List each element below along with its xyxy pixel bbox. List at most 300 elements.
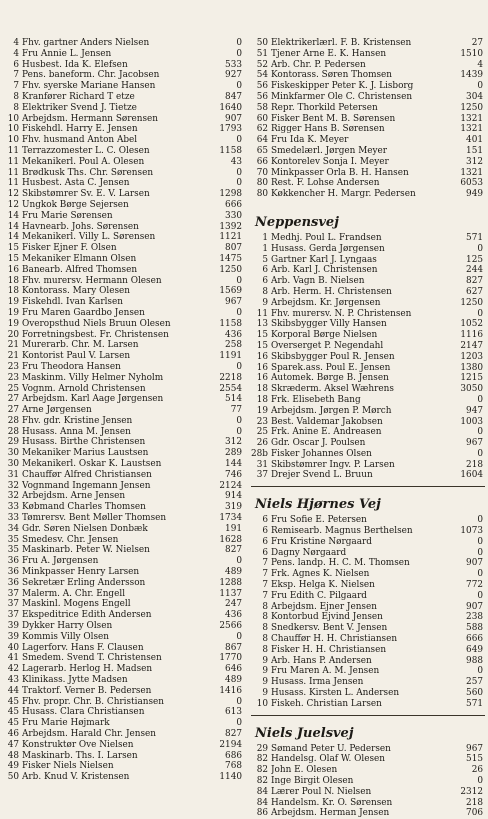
tax-amount: 0 — [236, 556, 242, 567]
house-number: 20 — [7, 329, 19, 340]
resident-name: Tømrersv. Bent Møller Thomsen — [22, 513, 167, 524]
directory-entry — [2, 416, 244, 427]
directory-entry — [251, 688, 485, 699]
resident-name: Smedelærl. Jørgen Meyer — [271, 145, 388, 156]
tax-amount: 191 — [225, 523, 242, 534]
tax-amount: 1793 — [219, 124, 242, 135]
tax-amount: 907 — [225, 113, 242, 124]
directory-entry — [251, 341, 485, 352]
directory-entry — [2, 60, 244, 71]
directory-entry — [2, 632, 244, 643]
directory-entry — [2, 589, 244, 600]
resident-name: Maskinarb. Peter W. Nielsen — [22, 545, 150, 556]
resident-name: Maskinarb. Ths. I. Larsen — [22, 750, 138, 761]
tax-amount: 77 — [230, 405, 242, 416]
resident-name: Medhj. Poul L. Frandsen — [271, 232, 382, 243]
tax-amount: 0 — [477, 515, 483, 526]
resident-name: Maskinm. Villy Helmer Nyholm — [22, 372, 164, 383]
house-number: 18 — [7, 286, 19, 297]
tax-amount: 1215 — [460, 373, 483, 384]
directory-entry — [2, 319, 244, 330]
directory-entry — [251, 124, 485, 135]
tax-amount: 0 — [477, 448, 483, 459]
resident-name: Arb. Hans P. Andersen — [271, 655, 372, 666]
directory-entry — [2, 243, 244, 254]
directory-entry — [251, 417, 485, 428]
directory-entry — [2, 751, 244, 762]
directory-entry — [2, 427, 244, 438]
resident-name: Murerarb. Chr. M. Larsen — [22, 340, 139, 351]
resident-name: Husbest. Ida K. Elefsen — [22, 59, 128, 70]
directory-entry — [2, 707, 244, 718]
resident-name: Husass. Irma Jensen — [271, 677, 364, 688]
resident-name: Skibstømrer Ingv. P. Larsen — [271, 459, 395, 470]
house-number: 11 — [7, 178, 19, 189]
resident-name: Eksp. Helga K. Nielsen — [271, 580, 375, 591]
directory-entry — [251, 645, 485, 656]
resident-name: Lagerarb. Herlog H. Madsen — [22, 664, 153, 675]
tax-amount: 1734 — [219, 513, 242, 524]
directory-entry — [2, 308, 244, 319]
house-number: 6 — [262, 276, 268, 287]
house-number: 18 — [256, 384, 268, 395]
directory-entry — [2, 81, 244, 92]
tax-amount: 515 — [466, 754, 483, 765]
resident-name: Arb. Knud V. Kristensen — [22, 772, 130, 783]
directory-entry — [251, 49, 485, 60]
tax-amount: 0 — [477, 666, 483, 677]
house-number: 80 — [256, 178, 268, 189]
tax-amount: 1321 — [460, 113, 483, 124]
resident-name: Overopsthud Niels Bruun Olesen — [22, 318, 171, 329]
resident-name: Terrazzomester L. C. Olesen — [22, 145, 150, 156]
house-number: 11 — [7, 167, 19, 178]
resident-name: Husass. Clara Christiansen — [22, 707, 145, 718]
tax-amount: 330 — [225, 210, 242, 221]
tax-amount: 2566 — [219, 621, 242, 632]
directory-entry — [2, 556, 244, 567]
house-number: 60 — [256, 113, 268, 124]
directory-entry — [2, 362, 244, 373]
directory-entry — [2, 38, 244, 49]
house-number: 8 — [13, 102, 19, 113]
directory-entry — [251, 384, 485, 395]
directory-entry — [2, 232, 244, 243]
directory-entry — [251, 244, 485, 255]
directory-entry — [2, 276, 244, 287]
house-number: 56 — [256, 81, 268, 92]
house-number: 45 — [7, 696, 19, 707]
house-number: 49 — [7, 761, 19, 772]
house-number: 37 — [7, 588, 19, 599]
house-number: 82 — [256, 776, 268, 787]
resident-name: Fru A. Jørgensen — [22, 556, 99, 567]
resident-name: Arbejdsm. Herman Jensen — [271, 808, 390, 819]
directory-entry — [2, 157, 244, 168]
resident-name: Remisearb. Magnus Berthelsen — [271, 526, 413, 537]
tax-amount: 1298 — [219, 189, 242, 200]
resident-name: Arb. Karl J. Christensen — [271, 265, 378, 276]
house-number: 18 — [256, 394, 268, 405]
right-top-list — [251, 38, 485, 200]
tax-amount: 1137 — [219, 588, 242, 599]
house-number: 9 — [262, 655, 268, 666]
resident-name: Arbejdsm. Karl Aage Jørgensen — [22, 394, 164, 405]
resident-name: Arne Jørgensen — [22, 405, 92, 416]
resident-name: Repr. Thorkild Petersen — [271, 102, 378, 113]
directory-entry — [251, 135, 485, 146]
house-number: 70 — [256, 167, 268, 178]
directory-entry — [2, 643, 244, 654]
resident-name: Dagny Nørgaard — [271, 547, 347, 558]
house-number: 7 — [262, 580, 268, 591]
directory-entry — [251, 666, 485, 677]
tax-amount: 1140 — [219, 772, 242, 783]
house-number: 8 — [262, 634, 268, 645]
house-number: 8 — [262, 612, 268, 623]
directory-entry — [2, 222, 244, 233]
tax-amount: 666 — [466, 634, 483, 645]
house-number: 46 — [7, 729, 19, 739]
directory-entry — [251, 460, 485, 471]
directory-entry — [251, 449, 485, 460]
house-number: 4 — [13, 38, 19, 48]
directory-entry — [251, 233, 485, 244]
house-number: 7 — [13, 70, 19, 81]
tax-amount: 807 — [225, 243, 242, 254]
directory-entry — [2, 664, 244, 675]
tax-amount: 1416 — [219, 685, 242, 696]
house-number: 1 — [262, 232, 268, 243]
house-number: 44 — [7, 685, 19, 696]
directory-entry — [251, 515, 485, 526]
resident-name: Elektrikerlærl. F. B. Kristensen — [271, 38, 412, 48]
resident-name: Fisker Johannes Olsen — [271, 448, 372, 459]
resident-name: Arb. Chr. P. Pedersen — [271, 59, 366, 70]
house-number: 21 — [7, 351, 19, 362]
directory-entry — [251, 406, 485, 417]
house-number: 31 — [7, 469, 19, 480]
house-number: 10 — [7, 113, 19, 124]
house-number: 7 — [262, 590, 268, 601]
resident-name: Frk. Anine E. Andreasen — [271, 427, 382, 438]
directory-entry — [251, 612, 485, 623]
house-number: 80 — [256, 189, 268, 200]
tax-amount: 746 — [225, 469, 242, 480]
directory-entry — [2, 502, 244, 513]
house-number: 13 — [256, 319, 268, 330]
tax-amount: 649 — [466, 644, 483, 655]
house-number: 84 — [256, 797, 268, 808]
tax-amount: 1250 — [219, 264, 242, 275]
resident-name: Vognmand Ingemann Jensen — [22, 480, 151, 491]
directory-entry — [2, 686, 244, 697]
tax-amount: 3050 — [460, 384, 483, 395]
house-number: 10 — [7, 135, 19, 146]
tax-amount: 613 — [225, 707, 242, 718]
resident-name: Husass. Kirsten L. Andersen — [271, 688, 400, 699]
directory-entry — [2, 135, 244, 146]
house-number: 10 — [7, 124, 19, 135]
tax-amount: 666 — [225, 199, 242, 210]
resident-name: Arbejdsm. Jørgen P. Mørch — [271, 405, 392, 416]
tax-amount: 1321 — [460, 124, 483, 135]
directory-entry — [251, 677, 485, 688]
tax-amount: 0 — [236, 48, 242, 59]
resident-name: Fru Maren Gaardbo Jensen — [22, 307, 145, 318]
tax-amount: 1250 — [460, 102, 483, 113]
directory-entry — [2, 178, 244, 189]
resident-name: Konstruktør Ove Nielsen — [22, 739, 134, 750]
house-number: 36 — [7, 567, 19, 578]
directory-entry — [251, 699, 485, 710]
tax-amount: 258 — [225, 340, 242, 351]
resident-name: Rigger Hans B. Sørensen — [271, 124, 385, 135]
niels-hjornes-vej-list — [251, 515, 485, 709]
directory-entry — [251, 427, 485, 438]
resident-name: Skibsbygger Poul R. Jensen — [271, 351, 395, 362]
tax-amount: 914 — [225, 491, 242, 502]
house-number: 62 — [256, 124, 268, 135]
house-number: 37 — [256, 470, 268, 481]
directory-entry — [2, 394, 244, 405]
directory-entry — [251, 438, 485, 449]
directory-entry — [251, 114, 485, 125]
resident-name: Fru Marie Højmark — [22, 718, 110, 729]
directory-entry — [2, 384, 244, 395]
tax-amount: 988 — [466, 655, 483, 666]
directory-entry — [251, 470, 485, 481]
tax-amount: 706 — [466, 808, 483, 819]
tax-amount: 144 — [225, 459, 242, 470]
house-number: 50 — [7, 772, 19, 783]
house-number: 64 — [256, 135, 268, 146]
directory-entry — [251, 526, 485, 537]
tax-amount: 0 — [236, 275, 242, 286]
house-number: 25 — [7, 383, 19, 394]
house-number: 40 — [7, 642, 19, 653]
directory-entry — [2, 189, 244, 200]
tax-amount: 1604 — [460, 470, 483, 481]
house-number: 34 — [7, 523, 19, 534]
directory-entry — [251, 146, 485, 157]
house-number: 16 — [7, 264, 19, 275]
tax-amount: 0 — [236, 415, 242, 426]
directory-entry — [251, 634, 485, 645]
house-number: 11 — [7, 156, 19, 167]
resident-name: Husbest. Asta C. Jensen — [22, 178, 130, 189]
house-number: 16 — [256, 362, 268, 373]
street-heading-neppensvej: Neppensvej — [255, 214, 339, 230]
resident-name: Drejer Svend L. Bruun — [271, 470, 373, 481]
house-number: 5 — [262, 254, 268, 265]
tax-amount: 533 — [225, 59, 242, 70]
house-number: 10 — [256, 698, 268, 709]
resident-name: Fhv. murersv. N. P. Christensen — [271, 308, 412, 319]
resident-name: Fhv. propr. Chr. B. Christiansen — [22, 696, 164, 707]
directory-entry — [251, 798, 485, 809]
tax-amount: 867 — [225, 642, 242, 653]
tax-amount: 304 — [466, 91, 483, 102]
house-number: 25 — [256, 427, 268, 438]
tax-amount: 947 — [466, 405, 483, 416]
resident-name: Husass. Gerda Jørgensen — [271, 243, 385, 254]
house-number: 8 — [262, 623, 268, 634]
house-number: 41 — [7, 653, 19, 664]
tax-amount: 2147 — [460, 340, 483, 351]
resident-name: Arbejdsm. Kr. Jørgensen — [271, 297, 381, 308]
house-number: 8 — [262, 644, 268, 655]
directory-entry — [251, 298, 485, 309]
directory-entry — [2, 772, 244, 783]
tax-amount: 571 — [466, 698, 483, 709]
house-number: 15 — [256, 330, 268, 341]
tax-amount: 0 — [477, 81, 483, 92]
tax-amount: 1073 — [460, 526, 483, 537]
tax-amount: 1052 — [460, 319, 483, 330]
directory-entry — [2, 373, 244, 384]
house-number: 23 — [256, 416, 268, 427]
tax-amount: 1288 — [219, 577, 242, 588]
tax-amount: 560 — [466, 688, 483, 699]
house-number: 15 — [7, 243, 19, 254]
house-number: 28b — [251, 448, 268, 459]
tax-amount: 0 — [477, 569, 483, 580]
directory-entry — [2, 567, 244, 578]
house-number: 14 — [7, 232, 19, 243]
house-number: 12 — [7, 189, 19, 200]
tax-amount: 1439 — [460, 70, 483, 81]
directory-entry — [2, 340, 244, 351]
tax-amount: 1640 — [219, 102, 242, 113]
house-number: 36 — [7, 556, 19, 567]
house-number: 27 — [7, 405, 19, 416]
directory-entry — [251, 744, 485, 755]
resident-name: Skibstømrer Sv. E. V. Larsen — [22, 189, 150, 200]
directory-entry — [2, 524, 244, 535]
directory-entry — [2, 459, 244, 470]
resident-name: Gdr. Søren Nielsen Donbæk — [22, 523, 148, 534]
street-heading-niels-hjornes-vej: Niels Hjørnes Vej — [255, 497, 381, 513]
tax-amount: 0 — [236, 718, 242, 729]
tax-amount: 827 — [225, 545, 242, 556]
house-number: 21 — [7, 340, 19, 351]
house-number: 33 — [7, 502, 19, 513]
house-number: 7 — [13, 81, 19, 92]
resident-name: Fiskeskipper Peter K. J. Lisborg — [271, 81, 414, 92]
directory-entry — [251, 330, 485, 341]
resident-name: Sparek.ass. Poul E. Jensen — [271, 362, 391, 373]
house-number: 84 — [256, 786, 268, 797]
tax-amount: 686 — [225, 750, 242, 761]
resident-name: Automek. Børge B. Jensen — [271, 373, 389, 384]
resident-name: Fru Maren A. M. Jensen — [271, 666, 380, 677]
tax-amount: 151 — [466, 145, 483, 156]
house-number: 82 — [256, 754, 268, 765]
directory-entry — [251, 157, 485, 168]
resident-name: Sekretær Erling Andersson — [22, 577, 146, 588]
house-number: 51 — [256, 48, 268, 59]
directory-entry — [251, 580, 485, 591]
tax-amount: 0 — [236, 81, 242, 92]
resident-name: Fhv. murersv. Hermann Olesen — [22, 275, 162, 286]
house-number: 50 — [256, 38, 268, 48]
directory-entry — [251, 569, 485, 580]
tax-amount: 4 — [477, 59, 483, 70]
tax-amount: 967 — [225, 297, 242, 308]
house-number: 9 — [262, 666, 268, 677]
tax-amount: 0 — [236, 426, 242, 437]
directory-entry — [2, 286, 244, 297]
house-number: 8 — [262, 286, 268, 297]
house-number: 86 — [256, 808, 268, 819]
resident-name: Fisker H. H. Christiansen — [271, 644, 387, 655]
niels-juelsvej-list — [251, 744, 485, 819]
directory-entry — [251, 537, 485, 548]
house-number: 37 — [7, 599, 19, 610]
house-number: 14 — [7, 221, 19, 232]
resident-name: Forretningsbest. Fr. Christensen — [22, 329, 169, 340]
house-number: 28 — [7, 426, 19, 437]
directory-entry — [251, 92, 485, 103]
directory-entry — [2, 200, 244, 211]
resident-name: Gdr. Oscar J. Poulsen — [271, 438, 366, 449]
divider — [251, 486, 485, 487]
house-number: 1 — [262, 243, 268, 254]
directory-entry — [251, 373, 485, 384]
house-number: 7 — [262, 569, 268, 580]
house-number: 4 — [13, 48, 19, 59]
resident-name: Fru Edith C. Pilgaard — [271, 590, 367, 601]
directory-entry — [2, 254, 244, 265]
tax-amount: 2194 — [219, 739, 242, 750]
directory-entry — [2, 405, 244, 416]
tax-amount: 907 — [466, 558, 483, 569]
house-number: 47 — [7, 739, 19, 750]
tax-amount: 1321 — [460, 167, 483, 178]
house-number: 30 — [7, 459, 19, 470]
tax-amount: 514 — [225, 394, 242, 405]
tax-amount: 0 — [477, 427, 483, 438]
tax-amount: 1203 — [460, 351, 483, 362]
resident-name: Arb. Vagn B. Nielsen — [271, 276, 365, 287]
tax-amount: 1121 — [219, 232, 242, 243]
tax-amount: 125 — [466, 254, 483, 265]
resident-name: Kontorist Paul V. Larsen — [22, 351, 131, 362]
house-number: 6 — [262, 536, 268, 547]
tax-amount: 27 — [471, 38, 483, 48]
house-number: 16 — [256, 351, 268, 362]
resident-name: Kontorelev Sonja I. Meyer — [271, 156, 389, 167]
resident-name: Kommis Villy Olsen — [22, 631, 110, 642]
tax-amount: 0 — [477, 536, 483, 547]
house-number: 23 — [7, 372, 19, 383]
directory-entry — [251, 754, 485, 765]
resident-name: Mekaniker Elmann Olsen — [22, 253, 137, 264]
tax-amount: 768 — [225, 761, 242, 772]
tax-amount: 312 — [466, 156, 483, 167]
directory-entry — [251, 189, 485, 200]
directory-entry — [251, 70, 485, 81]
resident-name: Sømand Peter U. Pedersen — [271, 743, 391, 754]
directory-entry — [2, 491, 244, 502]
resident-name: Inge Birgit Olesen — [271, 776, 354, 787]
house-number: 29 — [256, 743, 268, 754]
tax-amount: 571 — [466, 232, 483, 243]
tax-amount: 967 — [466, 743, 483, 754]
resident-name: Fru Marie Sørensen — [22, 210, 113, 221]
tax-amount: 0 — [477, 590, 483, 601]
